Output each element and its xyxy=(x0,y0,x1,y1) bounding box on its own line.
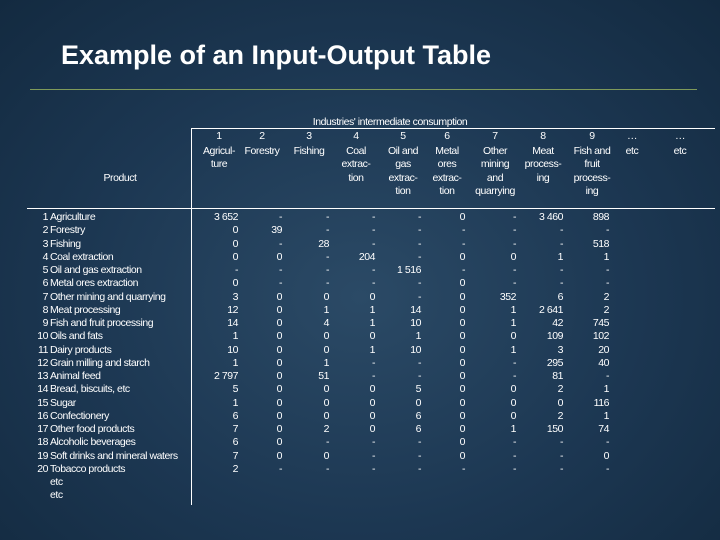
column-header-label: Oil and xyxy=(387,145,419,157)
row-number: 12 xyxy=(37,356,48,369)
table-cell: 0 xyxy=(459,449,465,462)
table-cell: 0 xyxy=(232,277,238,290)
column-number: 8 xyxy=(540,130,546,142)
table-cell: - xyxy=(417,370,421,382)
row-number: 4 xyxy=(42,250,48,263)
column-header-label: ture xyxy=(210,158,228,171)
table-cell: - xyxy=(371,370,375,382)
row-label: Sugar xyxy=(50,396,76,409)
table-cell: - xyxy=(325,264,329,276)
table-cell: 10 xyxy=(410,317,421,329)
table-cell: - xyxy=(605,264,609,276)
column-header-label: tion xyxy=(395,184,411,197)
table-cell: - xyxy=(512,277,516,290)
table-cell: 0 xyxy=(276,436,282,449)
table-cell: 0 xyxy=(459,409,465,422)
table-cell: 5 xyxy=(232,383,238,396)
table-cell: - xyxy=(605,277,609,290)
table-cell: 0 xyxy=(459,303,465,316)
row-number: 9 xyxy=(42,317,48,329)
column-header-label: ing xyxy=(536,171,550,184)
table-cell: 0 xyxy=(232,250,238,263)
table-cell: - xyxy=(371,211,375,223)
table-cell: 74 xyxy=(598,423,609,435)
table-cell: 81 xyxy=(552,370,563,382)
table-cell: - xyxy=(461,462,465,475)
table-cell: - xyxy=(417,356,421,369)
table-cell: 109 xyxy=(546,330,563,343)
table-cell: 6 xyxy=(232,409,238,422)
table-cell: - xyxy=(278,237,282,250)
table-cell: 3 xyxy=(232,290,238,303)
table-cell: 745 xyxy=(592,317,609,329)
table-cell: - xyxy=(417,277,421,290)
table-cell: - xyxy=(417,224,421,237)
group-header: Industries' intermediate consumption xyxy=(312,116,468,128)
table-cell: - xyxy=(325,224,329,237)
column-header-label: extrac- xyxy=(432,171,462,184)
column-header-label: and xyxy=(486,171,504,184)
table-cell: 352 xyxy=(499,290,516,303)
row-label: Bread, biscuits, etc xyxy=(50,383,130,396)
table-cell: - xyxy=(417,449,421,462)
table-cell: 1 xyxy=(369,303,375,316)
row-label: etc xyxy=(50,476,63,488)
column-header-label: etc xyxy=(673,145,687,157)
table-cell: 0 xyxy=(276,449,282,462)
table-cell: 0 xyxy=(459,423,465,435)
table-cell: 116 xyxy=(593,396,609,409)
table-cell: - xyxy=(512,237,516,250)
product-column-divider xyxy=(191,128,192,505)
table-cell: - xyxy=(559,449,563,462)
table-cell: 1 xyxy=(369,343,375,356)
table-cell: - xyxy=(512,436,516,449)
table-cell: - xyxy=(512,462,516,475)
table-cell: - xyxy=(605,436,609,449)
table-cell: 42 xyxy=(552,317,563,329)
table-cell: - xyxy=(325,250,329,263)
table-cell: 7 xyxy=(232,449,238,462)
table-cell: - xyxy=(278,277,282,290)
row-number: 16 xyxy=(37,409,48,422)
table-cell: - xyxy=(371,449,375,462)
table-cell: 0 xyxy=(459,436,465,449)
column-number: … xyxy=(626,130,638,142)
table-cell: - xyxy=(371,356,375,369)
table-cell: 0 xyxy=(369,423,375,435)
table-cell: 0 xyxy=(510,409,516,422)
table-cell: - xyxy=(325,436,329,449)
column-header-label: Other xyxy=(482,145,508,157)
column-header-label: ores xyxy=(437,158,457,171)
table-cell: - xyxy=(461,237,465,250)
table-cell: 0 xyxy=(323,343,329,356)
row-number: 14 xyxy=(37,383,48,396)
row-label: Forestry xyxy=(50,224,85,237)
table-cell: 0 xyxy=(459,211,465,223)
column-header-label: process- xyxy=(573,171,611,184)
table-cell: 0 xyxy=(276,409,282,422)
table-cell: 1 xyxy=(603,383,609,396)
column-header-label: Coal xyxy=(346,145,366,157)
table-cell: - xyxy=(278,462,282,475)
table-cell: 0 xyxy=(459,317,465,329)
table-cell: 0 xyxy=(510,396,516,409)
row-number: 11 xyxy=(38,343,48,356)
column-number: 9 xyxy=(589,130,595,142)
table-cell: - xyxy=(512,356,516,369)
table-cell: 6 xyxy=(557,290,563,303)
column-number: … xyxy=(674,130,686,142)
table-cell: - xyxy=(417,211,421,223)
table-cell: 2 xyxy=(603,290,609,303)
table-cell: 10 xyxy=(410,343,421,356)
table-cell: - xyxy=(512,370,516,382)
table-cell: 0 xyxy=(459,343,465,356)
table-cell: 1 xyxy=(510,303,516,316)
table-cell: 1 xyxy=(232,396,238,409)
slide-title: Example of an Input-Output Table xyxy=(61,40,491,70)
column-number: 1 xyxy=(216,130,222,142)
row-label: Alcoholic beverages xyxy=(50,436,136,449)
table-cell: 0 xyxy=(369,409,375,422)
table-cell: - xyxy=(605,462,609,475)
table-cell: 0 xyxy=(459,330,465,343)
column-header-label: process- xyxy=(524,158,562,171)
column-number: 2 xyxy=(259,130,265,142)
table-cell: - xyxy=(559,462,563,475)
table-cell: 0 xyxy=(276,250,282,263)
table-cell: 1 xyxy=(232,330,238,343)
table-cell: 1 xyxy=(369,317,375,329)
table-cell: 2 xyxy=(323,423,329,435)
row-number: 13 xyxy=(37,370,48,382)
row-label: Tobacco products xyxy=(50,462,126,475)
column-header-label: Forestry xyxy=(244,145,280,157)
row-label: Metal ores extraction xyxy=(50,277,139,290)
table-cell: 0 xyxy=(369,396,375,409)
table-cell: 0 xyxy=(323,290,329,303)
table-cell: 1 xyxy=(603,409,609,422)
table-cell: 28 xyxy=(318,237,329,250)
table-cell: 1 xyxy=(415,330,421,343)
row-number: 1 xyxy=(42,211,48,223)
table-cell: 3 460 xyxy=(538,211,563,223)
row-label: etc xyxy=(50,489,63,502)
row-number: 15 xyxy=(37,396,48,409)
table-cell: - xyxy=(559,436,563,449)
table-cell: 1 xyxy=(232,356,238,369)
row-number: 2 xyxy=(42,224,48,237)
table-cell: 150 xyxy=(546,423,563,435)
table-cell: 2 xyxy=(603,303,609,316)
table-cell: 0 xyxy=(323,409,329,422)
column-header-label: Meat xyxy=(532,145,554,157)
table-cell: 6 xyxy=(232,436,238,449)
column-number: 7 xyxy=(492,130,498,142)
table-cell: 0 xyxy=(459,277,465,290)
table-cell: - xyxy=(417,290,421,303)
table-cell: - xyxy=(371,436,375,449)
table-cell: - xyxy=(559,277,563,290)
table-cell: - xyxy=(417,250,421,263)
column-header-label: etc xyxy=(625,145,639,157)
table-cell: 1 xyxy=(510,317,516,329)
table-cell: 51 xyxy=(318,370,329,382)
table-cell: - xyxy=(278,211,282,223)
table-cell: 0 xyxy=(276,423,282,435)
table-cell: 0 xyxy=(510,330,516,343)
row-label: Confectionery xyxy=(50,409,109,422)
table-cell: 0 xyxy=(603,449,609,462)
table-cell: - xyxy=(461,264,465,276)
row-number: 17 xyxy=(37,423,48,435)
table-cell: - xyxy=(512,449,516,462)
table-cell: 3 xyxy=(557,343,563,356)
table-cell: 1 xyxy=(323,303,329,316)
table-cell: - xyxy=(371,277,375,290)
table-cell: 2 xyxy=(232,462,238,475)
table-cell: 0 xyxy=(276,303,282,316)
table-cell: 0 xyxy=(415,396,421,409)
table-cell: 10 xyxy=(227,343,238,356)
row-number: 6 xyxy=(42,277,48,290)
table-cell: 0 xyxy=(459,290,465,303)
row-label: Oil and gas extraction xyxy=(50,264,142,276)
table-cell: 0 xyxy=(323,383,329,396)
table-cell: 6 xyxy=(415,409,421,422)
table-cell: 0 xyxy=(459,396,465,409)
table-cell: 39 xyxy=(271,224,282,237)
table-cell: 0 xyxy=(232,237,238,250)
table-cell: - xyxy=(559,264,563,276)
table-cell: 0 xyxy=(323,449,329,462)
table-cell: - xyxy=(461,224,465,237)
table-cell: - xyxy=(512,264,516,276)
row-number: 18 xyxy=(37,436,48,449)
table-cell: 20 xyxy=(598,343,609,356)
table-cell: 5 xyxy=(415,383,421,396)
table-cell: - xyxy=(325,211,329,223)
row-label: Fish and fruit processing xyxy=(50,317,154,329)
column-header-label: mining xyxy=(480,158,510,171)
table-cell: - xyxy=(417,237,421,250)
table-cell: 1 xyxy=(510,423,516,435)
row-label: Animal feed xyxy=(50,370,101,382)
table-cell: 1 516 xyxy=(396,264,421,276)
row-label: Coal extraction xyxy=(50,250,114,263)
table-cell: 518 xyxy=(592,237,609,250)
column-header-label: Fishing xyxy=(293,145,325,157)
table-cell: 0 xyxy=(276,356,282,369)
table-cell: 0 xyxy=(276,396,282,409)
table-cell: 2 xyxy=(557,409,563,422)
table-cell: 0 xyxy=(459,356,465,369)
row-number: 5 xyxy=(42,264,48,276)
column-number: 3 xyxy=(306,130,312,142)
table-cell: 0 xyxy=(276,370,282,382)
table-cell: 7 xyxy=(232,423,238,435)
row-number: 19 xyxy=(37,449,48,462)
table-cell: 0 xyxy=(459,383,465,396)
row-number: 7 xyxy=(42,290,48,303)
table-cell: 1 xyxy=(603,250,609,263)
column-number: 4 xyxy=(353,130,359,142)
table-cell: - xyxy=(559,237,563,250)
row-label: Dairy products xyxy=(50,343,112,356)
table-cell: 0 xyxy=(459,370,465,382)
column-header-label: tion xyxy=(348,171,364,184)
table-cell: 0 xyxy=(323,330,329,343)
row-number: 20 xyxy=(37,462,48,475)
column-header-label: tion xyxy=(439,184,455,197)
table-cell: - xyxy=(325,462,329,475)
table-cell: 898 xyxy=(592,211,609,223)
row-label: Soft drinks and mineral waters xyxy=(50,449,178,462)
row-label: Agriculture xyxy=(50,211,96,223)
table-cell: - xyxy=(325,277,329,290)
table-cell: 0 xyxy=(510,250,516,263)
row-number: 3 xyxy=(42,237,48,250)
row-label: Meat processing xyxy=(50,303,121,316)
table-cell: 40 xyxy=(598,356,609,369)
table-cell: 6 xyxy=(415,423,421,435)
table-cell: 0 xyxy=(557,396,563,409)
table-cell: 2 641 xyxy=(538,303,563,316)
table-cell: 2 797 xyxy=(213,370,238,382)
column-header-label: Fish and xyxy=(573,145,611,157)
table-cell: - xyxy=(559,224,563,237)
column-header-label: fruit xyxy=(584,158,600,171)
table-cell: 204 xyxy=(358,250,375,263)
table-cell: 0 xyxy=(510,383,516,396)
table-cell: 0 xyxy=(459,250,465,263)
table-cell: 295 xyxy=(546,356,563,369)
column-number: 5 xyxy=(400,130,406,142)
row-label: Oils and fats xyxy=(50,330,103,343)
table-cell: 0 xyxy=(276,290,282,303)
table-cell: 0 xyxy=(276,383,282,396)
column-number: 6 xyxy=(444,130,450,142)
table-cell: 0 xyxy=(232,224,238,237)
table-cell: - xyxy=(417,462,421,475)
table-cell: 1 xyxy=(323,356,329,369)
column-header-label: extrac- xyxy=(388,171,418,184)
table-cell: 0 xyxy=(323,396,329,409)
table-cell: - xyxy=(278,264,282,276)
table-cell: - xyxy=(234,264,238,276)
table-cell: - xyxy=(371,462,375,475)
column-header-label: Metal xyxy=(435,145,459,157)
table-cell: 1 xyxy=(510,343,516,356)
table-cell: 1 xyxy=(557,250,563,263)
row-number: 10 xyxy=(37,330,48,343)
table-cell: - xyxy=(605,224,609,237)
row-number: 8 xyxy=(42,303,48,316)
row-label: Grain milling and starch xyxy=(50,356,150,369)
table-cell: - xyxy=(417,436,421,449)
table-cell: 3 652 xyxy=(213,211,238,223)
column-header-label: ing xyxy=(585,184,599,197)
row-label: Other mining and quarrying xyxy=(50,290,166,303)
table-cell: - xyxy=(371,224,375,237)
table-cell: - xyxy=(371,237,375,250)
table-cell: 0 xyxy=(276,343,282,356)
table-cell: 0 xyxy=(369,290,375,303)
table-cell: - xyxy=(512,211,516,223)
table-cell: 12 xyxy=(227,303,238,316)
column-header-label: quarrying xyxy=(475,184,515,197)
table-cell: 0 xyxy=(276,330,282,343)
column-header-label: Agricul- xyxy=(203,145,235,157)
table-cell: 0 xyxy=(369,330,375,343)
row-label: Fishing xyxy=(50,237,81,250)
row-label: Other food products xyxy=(50,423,135,435)
table-cell: 0 xyxy=(276,317,282,329)
table-cell: - xyxy=(605,370,609,382)
header-bottom-rule xyxy=(27,208,715,209)
table-cell: 2 xyxy=(557,383,563,396)
table-cell: 14 xyxy=(227,317,238,329)
table-cell: 102 xyxy=(592,330,609,343)
table-cell: 0 xyxy=(369,383,375,396)
table-cell: 14 xyxy=(410,303,421,316)
table-cell: - xyxy=(371,264,375,276)
column-header-label: extrac- xyxy=(341,158,371,171)
table-cell: 4 xyxy=(323,317,329,329)
column-header-label: gas xyxy=(395,158,411,171)
product-header: Product xyxy=(103,172,137,184)
table-cell: - xyxy=(512,224,516,237)
